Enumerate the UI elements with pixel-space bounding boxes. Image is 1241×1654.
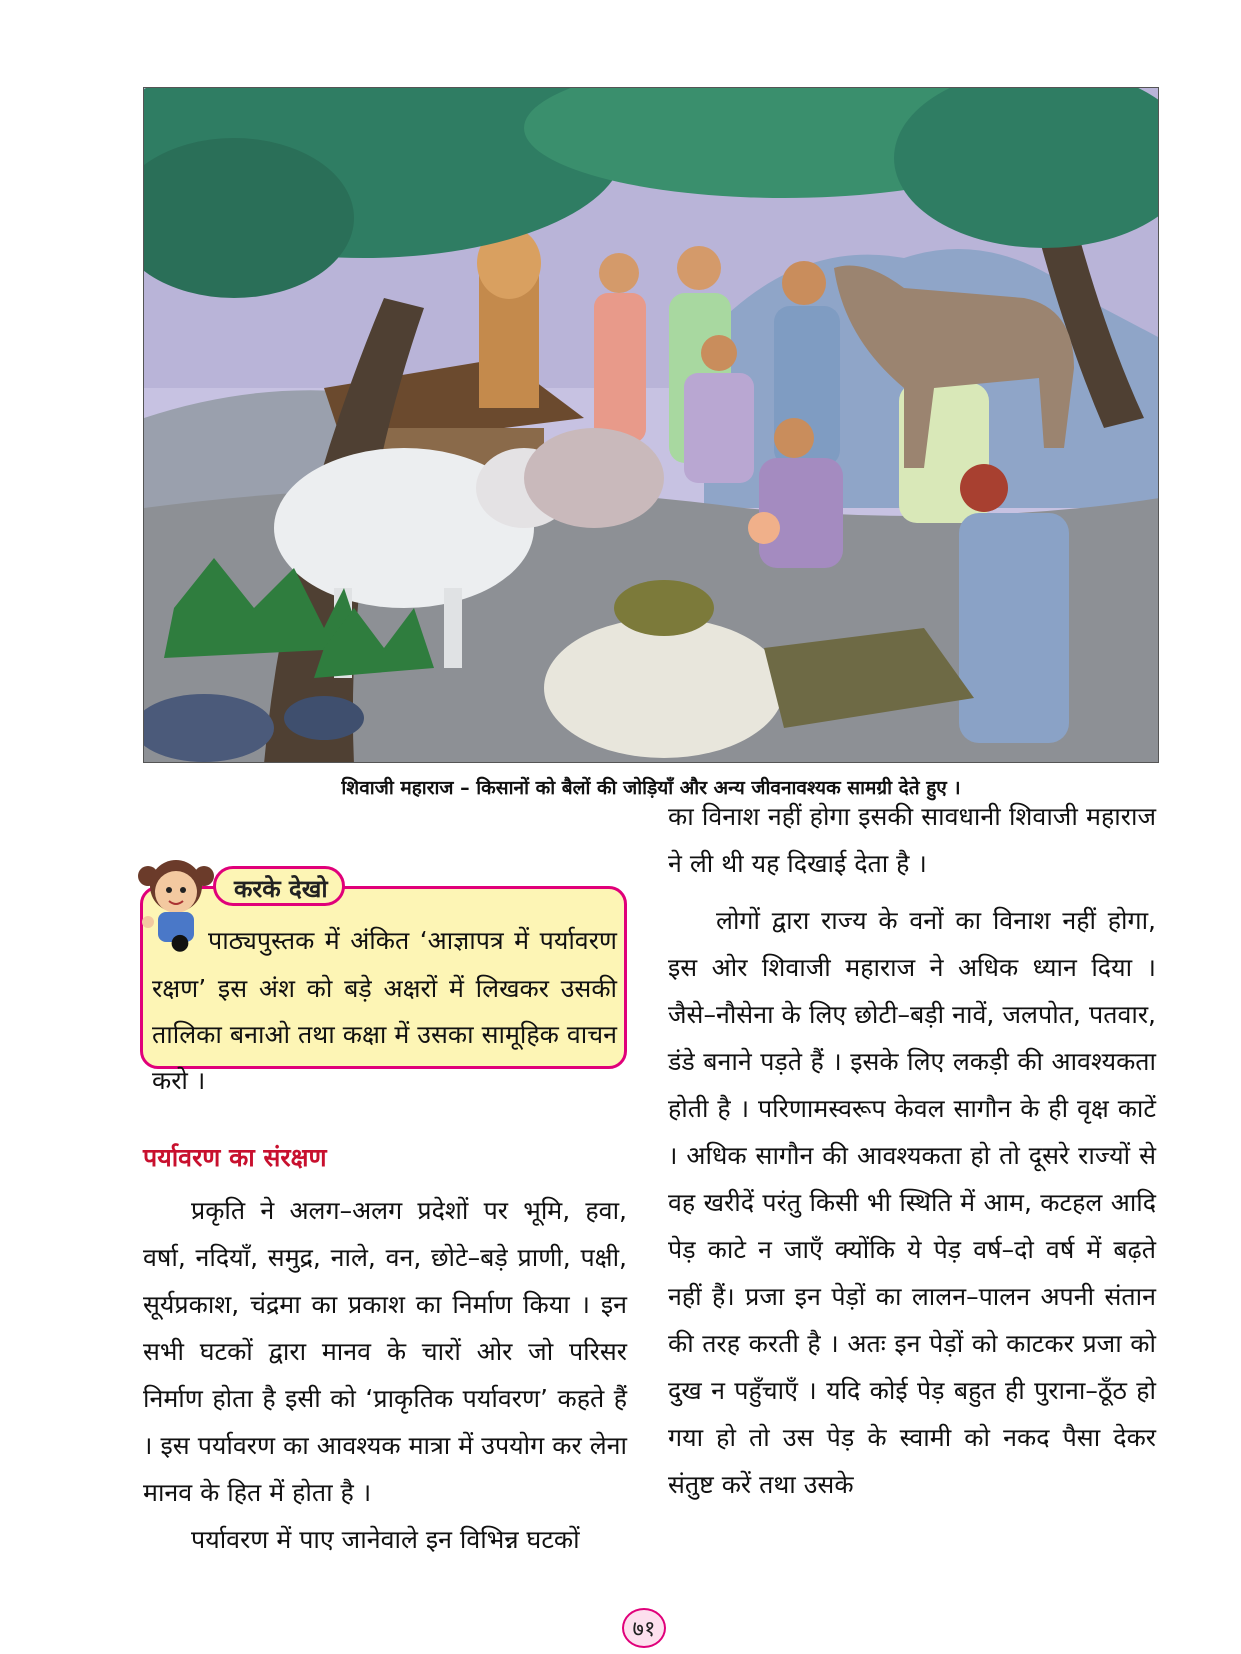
illustration-scene (144, 88, 1159, 763)
paragraph: लोगों द्वारा राज्य के वनों का विनाश नहीं होगा, इस ओर शिवाजी महाराज ने अधिक ध्यान दिया । जैसे–नौसेना के लिए छोटी–बड़ी नावें, जलपोत, पतवार, डंडे बनाने पड़ते हैं । इसके लिए लकड़ी की आवश्यकता होती है । परिणामस्वरूप केवल सागौन के ही वृक्ष काटें । अधिक सागौन की आवश्यकता हो तो दूसरे राज्यों से वह खरीदें परंतु किसी भी स्थिति में आम, कटहल आदि पेड़ काटे न जाएँ क्योंकि ये पेड़ वर्ष–दो वर्ष में बढ़ते नहीं हैं। प्रजा इन पेड़ों का लालन–पालन अपनी संतान की तरह करती है । अतः इन पेड़ों को काटकर प्रजा को दुख न पहुँचाएँ । यदि कोई पेड़ बहुत ही पुराना–ठूँठ हो गया हो तो उस पेड़ के स्वामी को नकद पैसा देकर संतुष्ट करें तथा उसके (668, 906, 1156, 1499)
paragraph: का विनाश नहीं होगा इसकी सावधानी शिवाजी महाराज ने ली थी यह दिखाई देता है । (668, 802, 1156, 878)
activity-instruction: पाठ्यपुस्तक में अंकित ‘आज्ञापत्र में पर्यावरण रक्षण’ इस अंश को बड़े अक्षरों में लिखकर उसकी तालिका बनाओ तथा कक्षा में उसका सामूहिक वाचन करो । (152, 926, 617, 1095)
illustration-shivaji-farmers (143, 87, 1159, 763)
paragraph: प्रकृति ने अलग–अलग प्रदेशों पर भूमि, हवा, वर्षा, नदियाँ, समुद्र, नाले, वन, छोटे–बड़े प्राणी, पक्षी, सूर्यप्रकाश, चंद्रमा का प्रकाश का निर्माण किया । इन सभी घटकों द्वारा मानव के चारों ओर जो परिसर निर्माण होता है इसी को ‘प्राकृतिक पर्यावरण’ कहते हैं । इस पर्यावरण का आवश्यक मात्रा में उपयोग कर लेना मानव के हित में होता है । (143, 1196, 627, 1507)
paragraph: पर्यावरण में पाए जानेवाले इन विभिन्न घटकों (191, 1525, 580, 1554)
bullet-icon: ● (170, 930, 190, 955)
activity-text (152, 918, 617, 1104)
figure-caption: शिवाजी महाराज – किसानों को बैलों की जोड़ियाँ और अन्य जीवनावश्यक सामग्री देते हुए । (341, 777, 961, 799)
page-number: ७१ (622, 1608, 666, 1648)
left-column (143, 1187, 627, 1563)
section-heading: पर्यावरण का संरक्षण (143, 1143, 327, 1172)
activity-title: करके देखो (213, 866, 345, 906)
right-column (668, 793, 1156, 1508)
